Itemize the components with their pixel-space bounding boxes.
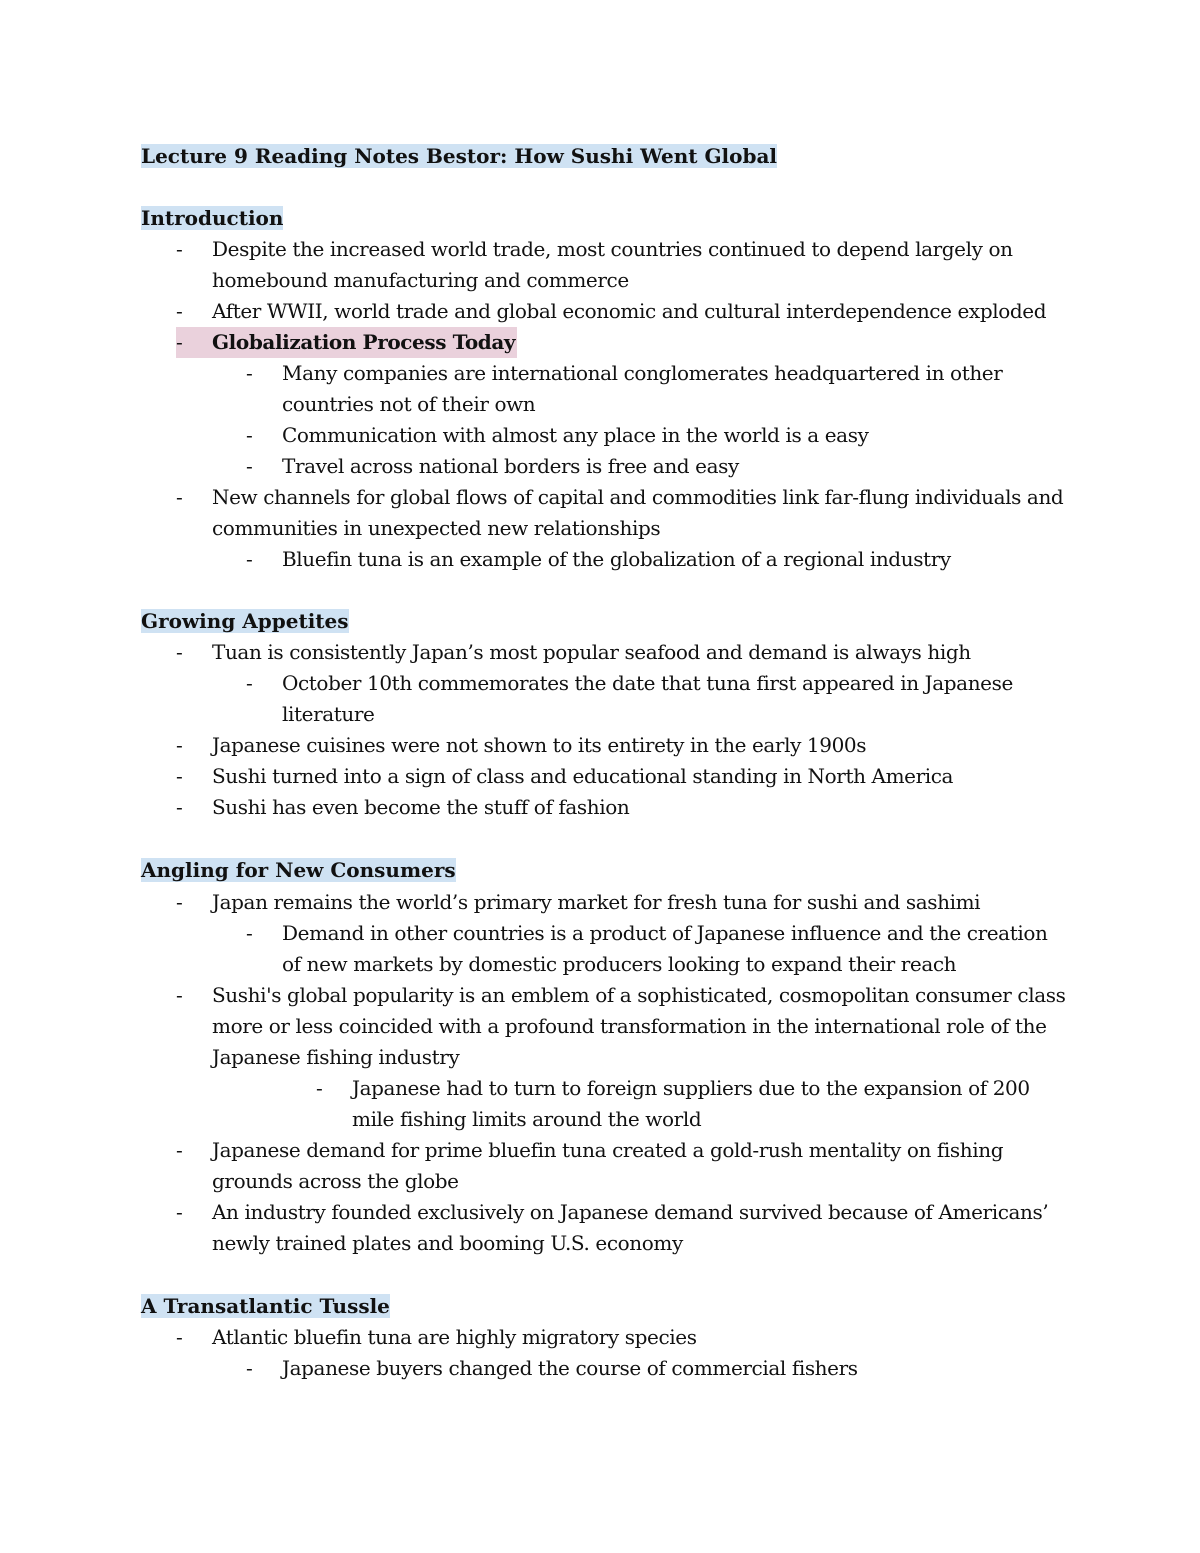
section-heading-growing-appetites: Growing Appetites [141, 609, 349, 633]
list-item: - Sushi's global popularity is an emblem of a sophisticated, cosmopolitan consumer class more or less coincided with a profound transformation in the international role of the Japanese fishing industry [176, 983, 1066, 1069]
list-item: - Japanese had to turn to foreign suppliers due to the expansion of 200 mile fishing limits around the world [316, 1076, 1030, 1131]
list-item: - Japanese demand for prime bluefin tuna created a gold-rush mentality on fishing grounds across the globe [176, 1138, 1004, 1193]
list-item: - Japanese buyers changed the course of commercial fishers [246, 1356, 858, 1380]
list-item: - October 10th commemorates the date that tuna first appeared in Japanese literature [246, 671, 1013, 726]
list-item: - Travel across national borders is free and easy [246, 454, 739, 478]
list-item: - Many companies are international conglomerates headquartered in other countries not of their own [246, 361, 1003, 416]
section-heading-transatlantic: A Transatlantic Tussle [141, 1294, 390, 1318]
section-heading-angling: Angling for New Consumers [141, 858, 456, 882]
list-item: - Japan remains the world’s primary market for fresh tuna for sushi and sashimi [176, 890, 981, 914]
list-item: - An industry founded exclusively on Japanese demand survived because of Americans’ newly trained plates and booming U.S. economy [176, 1200, 1049, 1255]
list-item: - Sushi turned into a sign of class and educational standing in North America [176, 764, 954, 788]
list-item: - After WWII, world trade and global economic and cultural interdependence exploded [176, 299, 1047, 323]
highlighted-subheading: - Globalization Process Today [176, 327, 517, 358]
list-item: - Atlantic bluefin tuna are highly migratory species [176, 1325, 697, 1349]
list-item: - Communication with almost any place in the world is a easy [246, 423, 869, 447]
list-item: - Sushi has even become the stuff of fashion [176, 795, 630, 819]
document-title: Lecture 9 Reading Notes Bestor: How Sushi Went Global [141, 144, 777, 168]
list-item: - Demand in other countries is a product of Japanese influence and the creation of new markets by domestic producers looking to expand their reach [246, 921, 1048, 976]
list-item: - New channels for global flows of capital and commodities link far-flung individuals and communities in unexpected new relationships [176, 485, 1064, 540]
list-item: - Despite the increased world trade, most countries continued to depend largely on homebound manufacturing and commerce [176, 237, 1013, 292]
list-item: - Tuan is consistently Japan’s most popular seafood and demand is always high [176, 640, 971, 664]
list-item: - Japanese cuisines were not shown to its entirety in the early 1900s [176, 733, 867, 757]
section-heading-introduction: Introduction [141, 206, 284, 230]
list-item: - Bluefin tuna is an example of the globalization of a regional industry [246, 547, 951, 571]
list-item-highlighted [176, 327, 1066, 358]
